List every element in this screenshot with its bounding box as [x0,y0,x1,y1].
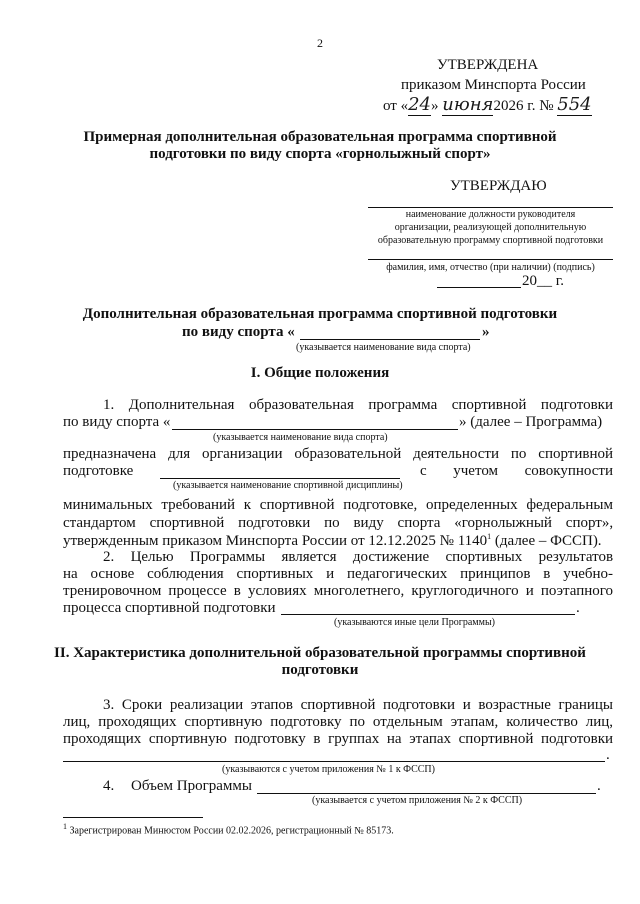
word: требований [161,497,236,513]
word: спортивной [538,446,614,462]
word: 1. [103,397,115,413]
section1-p2-line3 [63,583,613,600]
word: совокупности [524,463,614,479]
section1-p1-line2-b: » (далее – Программа) [459,414,603,430]
word: процессе [168,583,227,599]
word: достижение [352,549,430,565]
approval-prefix: от « [383,98,409,114]
word: принципов [460,566,531,582]
word: на [386,731,402,747]
word: соблюдения [147,566,224,582]
word: проходящих [98,714,177,730]
section2-p3-line2 [63,714,613,731]
approve-caption3: образовательную программу спортивной подготовки [377,235,604,246]
footnote-marker: 1 [63,822,67,831]
p1-line7-tail: (далее – ФССП). [491,533,602,549]
word: предназначена [63,446,157,462]
section1-p2-line4: процесса спортивной подготовки [63,600,276,616]
word: спорта [397,515,441,531]
approval-year: 2026 г. № [493,98,554,114]
word: организации [201,446,283,462]
section1-p1-line3 [63,446,613,463]
section2-p4-text: Объем Программы [131,778,252,794]
word: и [525,583,534,599]
word: в [313,731,321,747]
word: на [63,566,78,582]
word: программа [368,397,438,413]
word: спортивную [148,731,227,747]
word: учебно- [563,566,614,582]
word: подготовку [270,714,342,730]
word: Программы [189,549,266,565]
word: Сроки [121,697,163,713]
section2-p3-period: . [606,747,610,763]
word: образовательная [248,397,354,413]
word: 3. [103,697,115,713]
word: подготовки [382,697,456,713]
main-title-line1: Примерная дополнительная образовательная программа спортивной [83,129,557,145]
section2-caption2: (указывается с учетом приложения № 2 к ФССП) [312,795,523,806]
footnote-text: Зарегистрирован Минюстом России 02.02.2026, регистрационный № 85173. [67,825,394,837]
word: группах [328,731,380,747]
approve-caption4: фамилия, имя, отчество (при наличии) (подпись) [386,262,595,273]
approve-label: УТВЕРЖДАЮ [450,178,547,194]
section1-p2-period: . [576,600,580,616]
approve-caption1: наименование должности руководителя [405,209,576,220]
section2-p3-line3 [63,731,613,748]
word: и [326,566,335,582]
word: этапах [409,731,452,747]
word: тренировочном [63,583,162,599]
word: является [281,549,337,565]
word: результатов [538,549,614,565]
approval-day-handwritten: 24 [408,94,432,115]
section1-sport-blank [172,429,458,430]
section1-goals-blank [281,614,575,615]
word: спортивных [445,549,523,565]
section1-caption1: (указывается наименование вида спорта) [213,432,388,443]
word: круглогодичного [411,583,519,599]
approve-caption2: организации, реализующей дополнительную [394,222,587,233]
word: с [420,463,427,479]
word: этапам, [450,714,499,730]
approve-date-line [437,287,521,288]
section1-caption2: (указывается наименование спортивной дисциплины) [173,480,403,491]
section2-heading-line1: II. Характеристика дополнительной образовательной программы спортивной [54,645,586,661]
p1-line7-text: утвержденным приказом Минспорта России от 12.12.2025 № 1140 [63,533,488,549]
section2-caption1: (указываются с учетом приложения № 1 к ФССП) [222,764,435,775]
word: в [543,566,551,582]
footnote [63,822,394,836]
word: для [168,446,191,462]
approval-title: УТВЕРЖДЕНА [437,57,539,73]
approval-order-line: приказом Минспорта России [401,77,586,93]
word: спортивной [259,497,335,513]
word: подготовки [238,515,311,531]
section1-p1-line4-b [420,463,613,480]
word: поэтапного [540,583,614,599]
word: многолетнего, [313,583,405,599]
word: по [349,714,365,730]
word: спортивной [451,397,527,413]
section2-stages-blank [63,761,605,762]
word: Целью [130,549,174,565]
word: образовательной [294,446,402,462]
approval-quote-close: » [431,98,439,114]
section2-heading-line2: подготовки [281,662,359,678]
program-sport-blank [300,339,480,340]
word: и [462,697,471,713]
section2-p4-number: 4. [103,778,115,794]
footnote-rule [63,817,203,818]
section1-p1-line1 [63,397,613,414]
word: подготовки [540,731,614,747]
word: Дополнительная [128,397,235,413]
section1-caption3: (указываются иные цели Программы) [334,617,496,628]
word: спортивных [236,566,314,582]
section2-volume-blank [257,793,596,794]
word: виду [353,515,384,531]
program-title-caption: (указывается наименование вида спорта) [296,342,471,353]
section1-p1-line7 [63,532,602,550]
word: лиц, [63,714,91,730]
word: по [324,515,340,531]
main-title-line2: подготовки по виду спорта «горнолыжный спорт» [149,146,491,162]
program-title-prefix: по виду спорта « [182,324,295,340]
word: границы [558,697,613,713]
word: подготовки [540,397,613,413]
section1-heading: I. Общие положения [250,365,390,381]
word: условиях [247,583,307,599]
word: стандартом [63,515,136,531]
footnote-ref: 1 [487,532,492,541]
word: учетом [453,463,499,479]
word: «горнолыжный [454,515,552,531]
word: минимальных [63,497,153,513]
approval-number-handwritten: 554 [557,94,592,115]
section1-p2-line1 [63,549,613,566]
word: спорт», [565,515,614,531]
section1-p1-line4-a: подготовке [63,463,134,479]
section1-p1-line5 [63,497,613,514]
approve-date: 20__ г. [522,273,564,289]
approve-signature-line [368,259,613,260]
page-number: 2 [317,36,323,50]
word: отдельным [372,714,443,730]
approval-month-handwritten: июня [442,94,494,115]
section1-p1-line6 [63,515,613,532]
word: основе [90,566,135,582]
word: спортивной [149,515,225,531]
word: в [233,583,241,599]
word: федеральным [526,497,613,513]
word: этапов [250,697,294,713]
word: количество [506,714,578,730]
word: спортивной [458,731,534,747]
word: спортивной [300,697,376,713]
word: реализации [169,697,244,713]
word: проходящих [63,731,142,747]
section1-discipline-blank [160,478,400,479]
section2-p3-line1 [63,697,613,714]
word: деятельности [413,446,500,462]
word: подготовке, [343,497,418,513]
word: определенных [426,497,518,513]
approval-date-line [383,94,592,116]
word: по [510,446,527,462]
word: к [243,497,252,513]
section2-p4-period: . [597,778,601,794]
program-title-suffix: » [482,324,490,340]
word: 2. [103,549,115,565]
word: возрастные [478,697,551,713]
word: лиц, [585,714,614,730]
program-title-line1: Дополнительная образовательная программа спортивной подготовки [82,306,558,322]
word: педагогических [347,566,448,582]
word: спортивную [184,714,263,730]
section1-p1-line2-a: по виду спорта « [63,414,171,430]
approve-position-line [368,207,613,208]
word: подготовку [234,731,306,747]
section1-p2-line2 [63,566,613,583]
